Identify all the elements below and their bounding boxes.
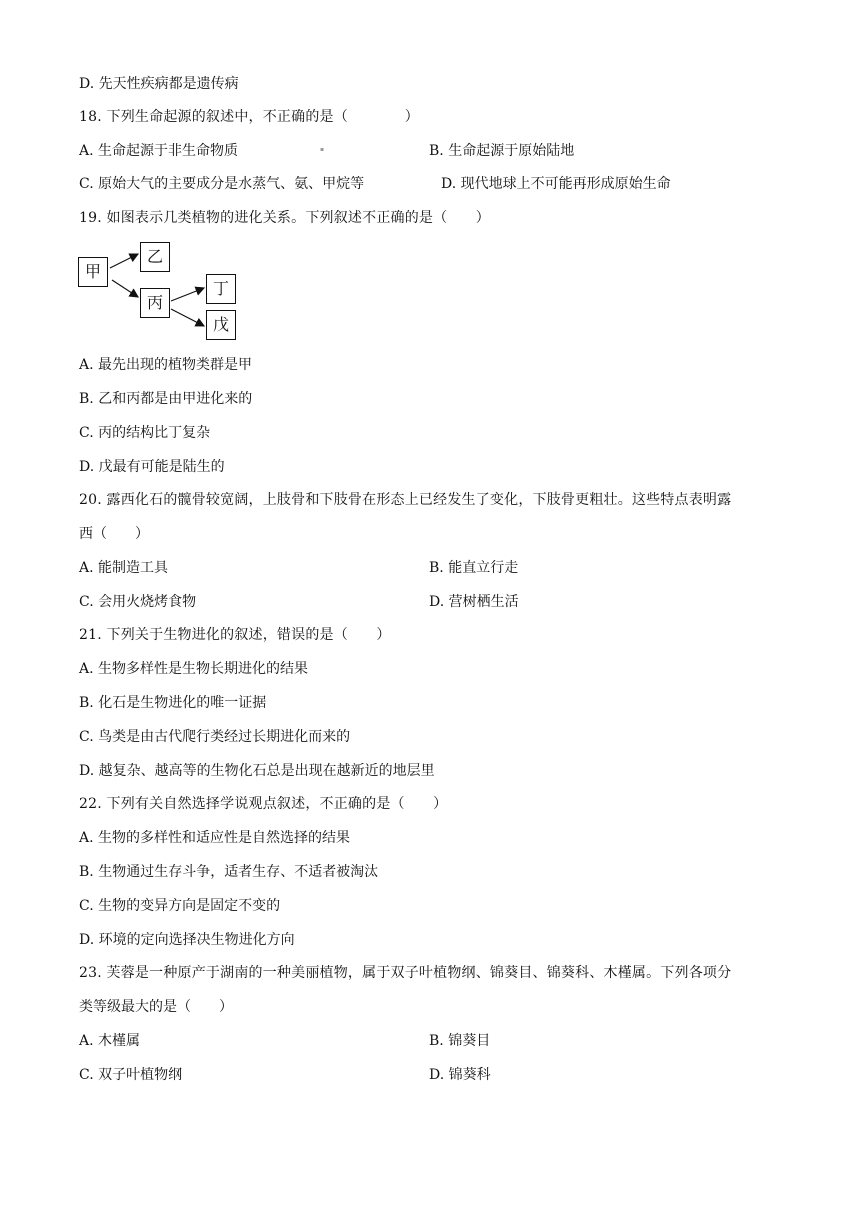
q20-stem-line1: 20. 露西化石的髋骨较宽阔，上肢骨和下肢骨在形态上已经发生了变化，下肢骨更粗壮。这些特点表明露 xyxy=(79,492,732,508)
q20-option-a: A. 能制造工具 xyxy=(79,560,169,576)
q18-option-a: A. 生命起源于非生命物质 xyxy=(79,143,239,159)
arrow-bing-to-ding xyxy=(171,288,204,301)
q18-stem: 18. 下列生命起源的叙述中，不正确的是（ ） xyxy=(79,109,419,125)
q18-option-c: C. 原始大气的主要成分是水蒸气、氨、甲烷等 xyxy=(79,176,365,192)
q22-option-d: D. 环境的定向选择决生物进化方向 xyxy=(79,932,295,948)
q21-option-d: D. 越复杂、越高等的生物化石总是出现在越新近的地层里 xyxy=(79,763,435,779)
arrow-jia-to-yi xyxy=(110,254,138,268)
q22-option-c: C. 生物的变异方向是固定不变的 xyxy=(79,898,281,914)
box-yi: 乙 xyxy=(140,242,170,272)
q21-stem: 21. 下列关于生物进化的叙述，错误的是（ ） xyxy=(79,627,391,643)
q23-option-d: D. 锦葵科 xyxy=(429,1067,491,1083)
box-jia: 甲 xyxy=(78,257,108,287)
q21-option-b: B. 化石是生物进化的唯一证据 xyxy=(79,695,267,711)
q20-stem-line2: 西（ ） xyxy=(79,526,149,542)
evolution-diagram xyxy=(78,240,248,344)
q21-option-a: A. 生物多样性是生物长期进化的结果 xyxy=(79,661,309,677)
q18-option-d: D. 现代地球上不可能再形成原始生命 xyxy=(441,176,671,192)
arrow-jia-to-bing xyxy=(112,280,138,297)
q20-option-c: C. 会用火烧烤食物 xyxy=(79,594,197,610)
q19-option-b: B. 乙和丙都是由甲进化来的 xyxy=(79,391,253,407)
q22-option-a: A. 生物的多样性和适应性是自然选择的结果 xyxy=(79,830,351,846)
q17-option-d: D. 先天性疾病都是遗传病 xyxy=(79,76,239,92)
q23-option-b: B. 锦葵目 xyxy=(429,1033,491,1049)
box-ding: 丁 xyxy=(206,274,236,304)
q23-stem-line1: 23. 芙蓉是一种原产于湖南的一种美丽植物，属于双子叶植物纲、锦葵目、锦葵科、木槿属。下列各项分 xyxy=(79,965,732,981)
box-bing: 丙 xyxy=(140,288,170,318)
q19-option-a: A. 最先出现的植物类群是甲 xyxy=(79,357,253,373)
q18-option-b: B. 生命起源于原始陆地 xyxy=(429,143,575,159)
q20-option-d: D. 营树栖生活 xyxy=(429,594,519,610)
arrow-bing-to-wu xyxy=(171,309,204,326)
q21-option-c: C. 鸟类是由古代爬行类经过长期进化而来的 xyxy=(79,729,351,745)
q19-option-d: D. 戊最有可能是陆生的 xyxy=(79,459,225,475)
box-wu: 戊 xyxy=(206,310,236,340)
q19-stem: 19. 如图表示几类植物的进化关系。下列叙述不正确的是（ ） xyxy=(79,210,490,226)
q18-stray-mark: ▪ xyxy=(320,146,325,153)
q20-option-b: B. 能直立行走 xyxy=(429,560,519,576)
q23-stem-line2: 类等级最大的是（ ） xyxy=(79,999,233,1015)
q22-option-b: B. 生物通过生存斗争，适者生存、不适者被淘汰 xyxy=(79,864,379,880)
q23-option-c: C. 双子叶植物纲 xyxy=(79,1067,183,1083)
q19-option-c: C. 丙的结构比丁复杂 xyxy=(79,425,211,441)
q22-stem: 22. 下列有关自然选择学说观点叙述，不正确的是（ ） xyxy=(79,796,448,812)
q23-option-a: A. 木槿属 xyxy=(79,1033,141,1049)
